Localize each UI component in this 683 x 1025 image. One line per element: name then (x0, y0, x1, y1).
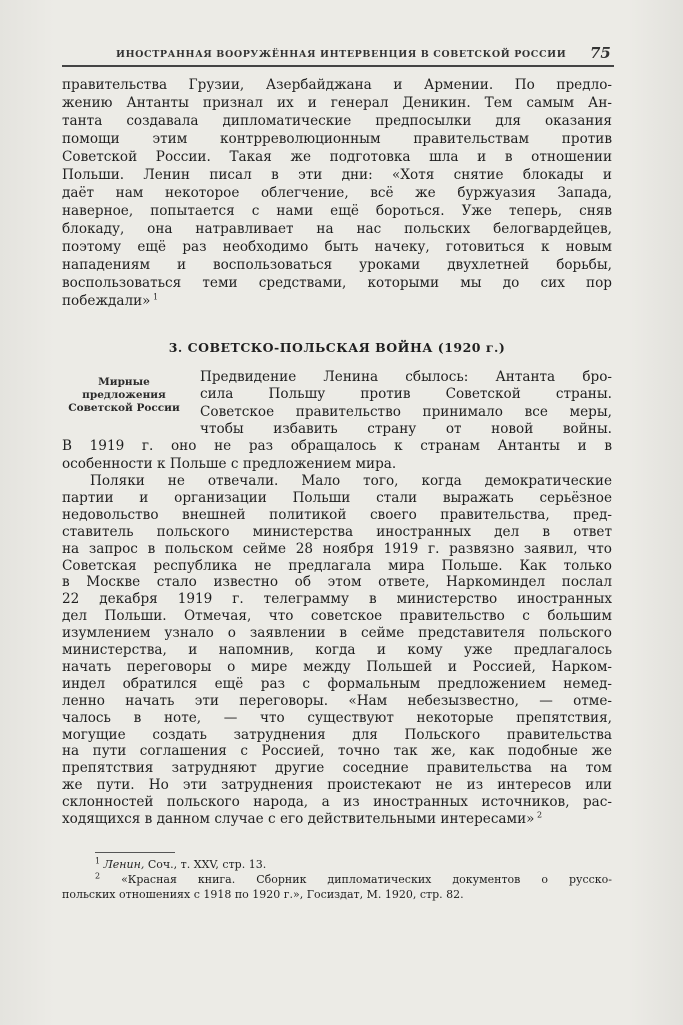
text-line: же пути. Но эти затруднения проистекают не из интересов или (62, 777, 612, 794)
text-line: побеждали» $^1$ (62, 292, 159, 309)
footnote-1 (95, 858, 612, 872)
text-line: препятствия затрудняют другие соседние правительства на том (62, 760, 612, 777)
text-line: индел обратился ещё раз с формальным предложением немед- (62, 675, 612, 692)
footnote-reference: 2 (534, 810, 543, 820)
footnote-2 (95, 873, 612, 887)
text-line: недовольство внешней политикой своего правительства, пред- (62, 506, 612, 523)
text-line: Советской России. Такая же подготовка шла и в отношении (62, 149, 612, 165)
text-line: даёт нам некоторое облегчение, всё же буржуазия Запада, (62, 185, 612, 201)
footnote-mark: 2 (95, 871, 101, 881)
text-line: воспользоваться теми средствами, которыми мы до сих пор (62, 275, 612, 291)
text-line: поэтому ещё раз необходимо быть начеку, готовиться к новым (62, 239, 612, 255)
text-line: особенности к Польше с предложением мира. (62, 455, 397, 472)
text-line: чалось в ноте, — что существуют некоторые препятствия, (62, 709, 612, 726)
text-line: танта создавала дипломатические предпосылки для оказания (62, 113, 612, 129)
text-line: Польши. Ленин писал в эти дни: «Хотя снятие блокады и (62, 167, 612, 183)
footnote-text: Соч., т. XXV, стр. 13. (147, 858, 267, 871)
text-line: изумлением узнало о заявлении в сейме представителя польского (62, 625, 612, 642)
text-line: ленно начать эти переговоры. «Нам небезызвестно, — отме- (62, 692, 612, 709)
footnote-text: «Красная книга. Сборник дипломатических документов о русско- (121, 873, 612, 886)
text-line: жению Антанты признал их и генерал Деникин. Тем самым Ан- (62, 95, 612, 111)
text-line: на запрос в польском сейме 28 ноября 1919 г. развязно заявил, что (62, 540, 612, 557)
text-line: Предвидение Ленина сбылось: Антанта бро- (200, 369, 612, 385)
page-number: 75 (590, 44, 611, 62)
running-title: ИНОСТРАННАЯ ВООРУЖЁННАЯ ИНТЕРВЕНЦИЯ В СОВЕТСКОЙ РОССИИ (116, 49, 567, 60)
text-line: 22 декабря 1919 г. телеграмму в министерство иностранных (62, 591, 612, 608)
text-line: на пути соглашения с Россией, точно так же, как подобные же (62, 743, 612, 760)
footnote-reference: 1 (150, 292, 159, 302)
text-line: правительства Грузии, Азербайджана и Армении. По предло- (62, 77, 612, 93)
text-line: ходящихся в данном случае с его действительными интересами» $^2$ (62, 810, 543, 827)
text-line: нападениям и воспользоваться уроками двухлетней борьбы, (62, 257, 612, 273)
text-line: дел Польши. Отмечая, что советское правительство с большим (62, 608, 612, 625)
text-line: В 1919 г. оно не раз обращалось к странам Антанты и в (62, 438, 612, 455)
header-rule (62, 65, 614, 67)
text-line: помощи этим контрреволюционным правительствам против (62, 131, 612, 147)
text-line: блокаду, она натравливает на нас польских белогвардейцев, (62, 221, 612, 237)
text-line: могущие создать затруднения для Польского правительства (62, 726, 612, 743)
footnote-author: Ленин, (103, 858, 145, 871)
text-line: Поляки не отвечали. Мало того, когда демократические (90, 473, 612, 489)
text-line: наверное, попытается с нами ещё бороться. Уже теперь, сняв (62, 203, 612, 219)
text-line: министерства, и напомнив, когда и кому уже предлагалось (62, 642, 612, 658)
text-line: партии и организации Польши стали выражать серьёзное (62, 489, 612, 506)
margin-note: Мирные предложения Советской России (68, 376, 180, 414)
text-line: склонностей польского народа, а из иностранных источников, рас- (62, 794, 612, 811)
footnote-2-cont: польских отношениях с 1918 по 1920 г.», Госиздат, М. 1920, стр. 82. (62, 888, 464, 901)
text-line: Советская республика не предлагала мира Польше. Как только (62, 557, 612, 574)
text-line: в Москве стало известно об этом ответе, Наркоминдел послал (62, 574, 612, 591)
footnote-rule (95, 852, 175, 853)
text-line: сила Польшу против Советской страны. (200, 386, 612, 403)
text-line: начать переговоры о мире между Польшей и Россией, Нарком- (62, 658, 612, 675)
footnote-mark: 1 (95, 856, 101, 866)
text-line: ставитель польского министерства иностранных дел в ответ (62, 523, 612, 540)
text-line: Советское правительство принимало все меры, (200, 403, 612, 420)
text-line: чтобы избавить страну от новой войны. (200, 420, 612, 437)
section-heading: 3. СОВЕТСКО-ПОЛЬСКАЯ ВОЙНА (1920 г.) (168, 340, 506, 355)
